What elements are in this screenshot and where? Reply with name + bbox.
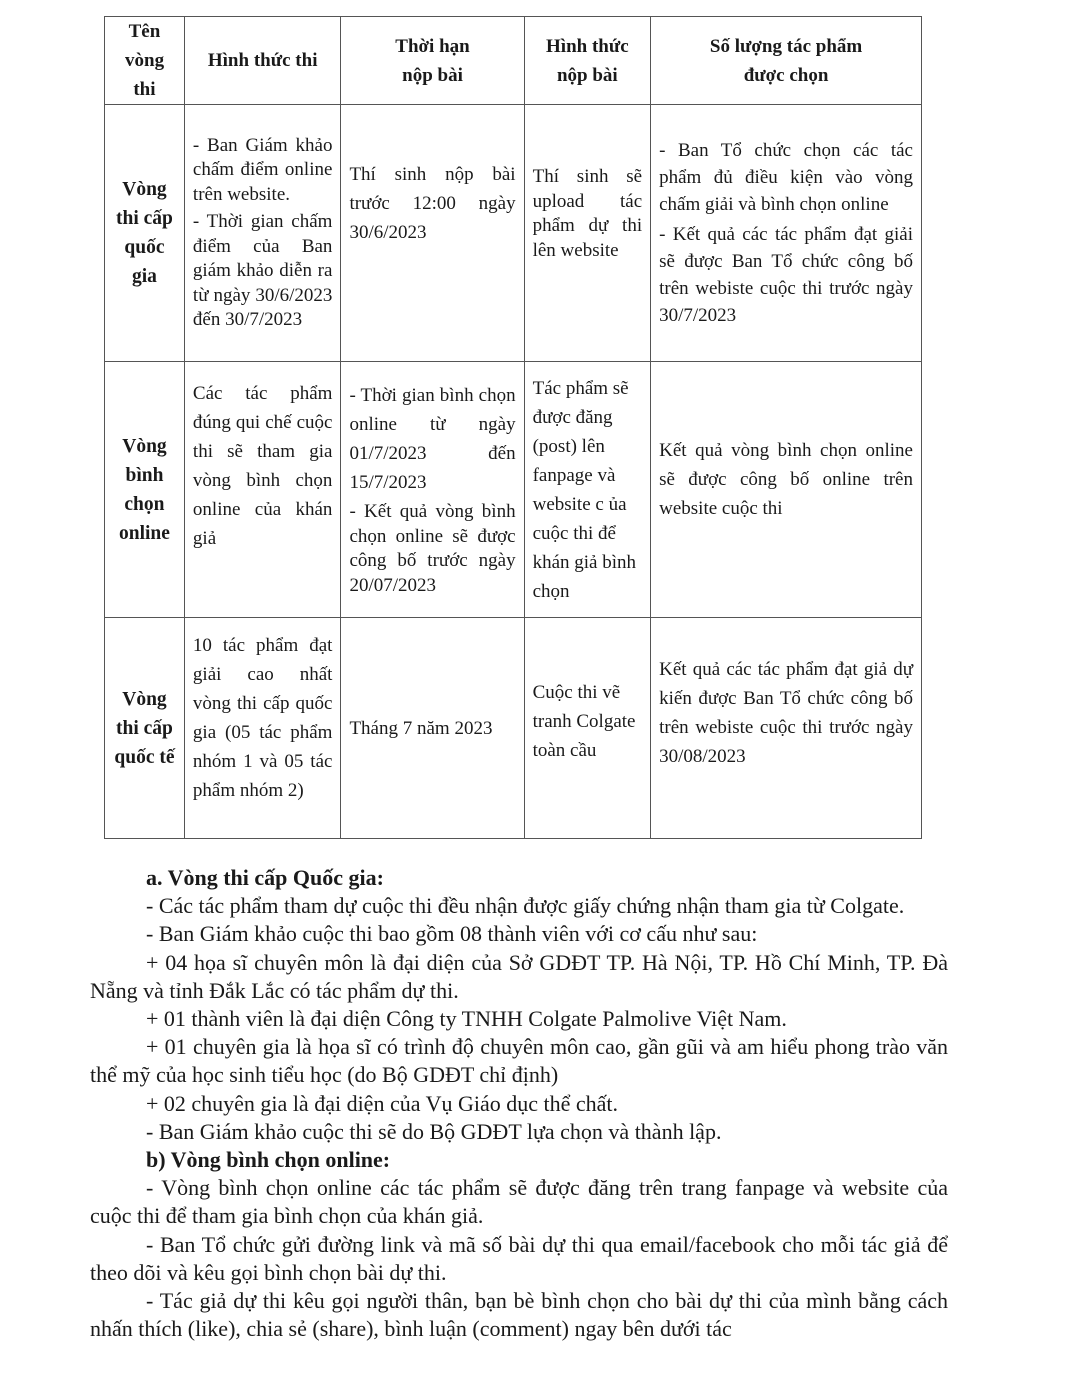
round-selection xyxy=(651,618,922,839)
header-deadline: Thời hạn nộp bài xyxy=(341,17,524,105)
paragraph: + 02 chuyên gia là đại diện của Vụ Giáo dục thể chất. xyxy=(146,1090,619,1116)
round-name: Vòng thi cấp quốc gia xyxy=(105,105,185,362)
format-line: Các tác phẩm đúng qui chế cuộc thi sẽ tham gia vòng bình chọn online của khán giả xyxy=(192,382,333,549)
document-body xyxy=(90,864,948,1343)
paragraph: - Ban Giám khảo cuộc thi bao gồm 08 thành viên với cơ cấu như sau: xyxy=(146,921,758,947)
round-format xyxy=(184,362,341,618)
deadline-line: - Thời gian bình chọn online từ ngày 01/7/2023 đến 15/7/2023 xyxy=(349,385,516,493)
header-selection: Số lượng tác phẩm được chọn xyxy=(651,17,922,105)
format-line: - Ban Giám khảo chấm điểm online trên website. xyxy=(192,134,333,205)
selection-line: Kết quả các tác phẩm đạt giả dự kiến được Ban Tổ chức công bố trên webiste cuộc thi trước ngày 30/08/2023 xyxy=(659,659,913,767)
table-row xyxy=(105,105,922,362)
paragraph: + 04 họa sĩ chuyên môn là đại diện của Sở GDĐT TP. Hà Nội, TP. Hồ Chí Minh, TP. Đà Nẵng và tỉnh Đắk Lắc có tác phẩm dự thi. xyxy=(90,949,948,1003)
table-row xyxy=(105,362,922,618)
round-submission: Tác phẩm sẽ được đăng (post) lên fanpage và website c ủa cuộc thi để khán giả bình chọn xyxy=(524,362,651,618)
round-selection xyxy=(651,362,922,618)
section-heading: b) Vòng bình chọn online: xyxy=(146,1147,391,1173)
paragraph: - Tác giả dự thi kêu gọi người thân, bạn bè bình chọn cho bài dự thi của mình bằng cách nhấn thích (like), chia sẻ (share), bình luận (comment) ngay bên dưới tác xyxy=(90,1288,948,1342)
header-format: Hình thức thi xyxy=(184,17,341,105)
round-deadline xyxy=(341,105,524,362)
table-row xyxy=(105,618,922,839)
format-line: - Thời gian chấm điểm của Ban giám khảo diễn ra từ ngày 30/6/2023 đến 30/7/2023 xyxy=(192,211,333,330)
round-selection xyxy=(651,105,922,362)
selection-line: Kết quả vòng bình chọn online sẽ được công bố online trên website cuộc thi xyxy=(659,440,913,519)
deadline-line: - Kết quả vòng bình chọn online sẽ được công bố trước ngày 20/07/2023 xyxy=(349,501,516,596)
contest-rounds-table xyxy=(104,16,922,839)
format-line: 10 tác phẩm đạt giải cao nhất vòng thi cấp quốc gia (05 tác phẩm nhóm 1 và 05 tác phẩm nhóm 2) xyxy=(192,635,333,801)
deadline-line: Tháng 7 năm 2023 xyxy=(349,717,493,739)
paragraph: - Các tác phẩm tham dự cuộc thi đều nhận được giấy chứng nhận tham gia từ Colgate. xyxy=(146,893,905,919)
table-header-row xyxy=(105,17,922,105)
paragraph: + 01 chuyên gia là họa sĩ có trình độ chuyên môn cao, gần gũi và am hiểu phong trào văn thể mỹ của học sinh tiểu học (do Bộ GDĐT chỉ định) xyxy=(90,1034,948,1088)
paragraph: - Vòng bình chọn online các tác phẩm sẽ được đăng trên trang fanpage và website của cuộc thi để tham gia bình chọn của khán giả. xyxy=(90,1175,948,1229)
header-submission: Hình thức nộp bài xyxy=(524,17,651,105)
round-submission: Thí sinh sẽ upload tác phẩm dự thi lên website xyxy=(524,105,651,362)
round-format xyxy=(184,618,341,839)
selection-line: - Kết quả các tác phẩm đạt giải sẽ được Ban Tổ chức công bố trên webiste cuộc thi trước ngày 30/7/2023 xyxy=(659,224,913,326)
section-heading: a. Vòng thi cấp Quốc gia: xyxy=(146,865,384,890)
round-submission: Cuộc thi vẽ tranh Colgate toàn cầu xyxy=(524,618,651,839)
round-name: Vòng thi cấp quốc tế xyxy=(105,618,185,839)
header-round-name: Tên vòng thi xyxy=(105,17,185,105)
selection-line: - Ban Tổ chức chọn các tác phẩm đủ điều kiện vào vòng chấm giải và bình chọn online xyxy=(659,140,913,215)
round-deadline xyxy=(341,618,524,839)
paragraph: - Ban Tổ chức gửi đường link và mã số bài dự thi qua email/facebook cho mỗi tác giả để theo dõi và kêu gọi bình chọn bài dự thi. xyxy=(90,1231,948,1285)
round-format xyxy=(184,105,341,362)
deadline-line: Thí sinh nộp bài trước 12:00 ngày 30/6/2023 xyxy=(349,163,516,243)
paragraph: - Ban Giám khảo cuộc thi sẽ do Bộ GDĐT lựa chọn và thành lập. xyxy=(146,1118,722,1144)
paragraph: + 01 thành viên là đại diện Công ty TNHH Colgate Palmolive Việt Nam. xyxy=(146,1006,787,1032)
round-name: Vòng bình chọn online xyxy=(105,362,185,618)
round-deadline xyxy=(341,362,524,618)
